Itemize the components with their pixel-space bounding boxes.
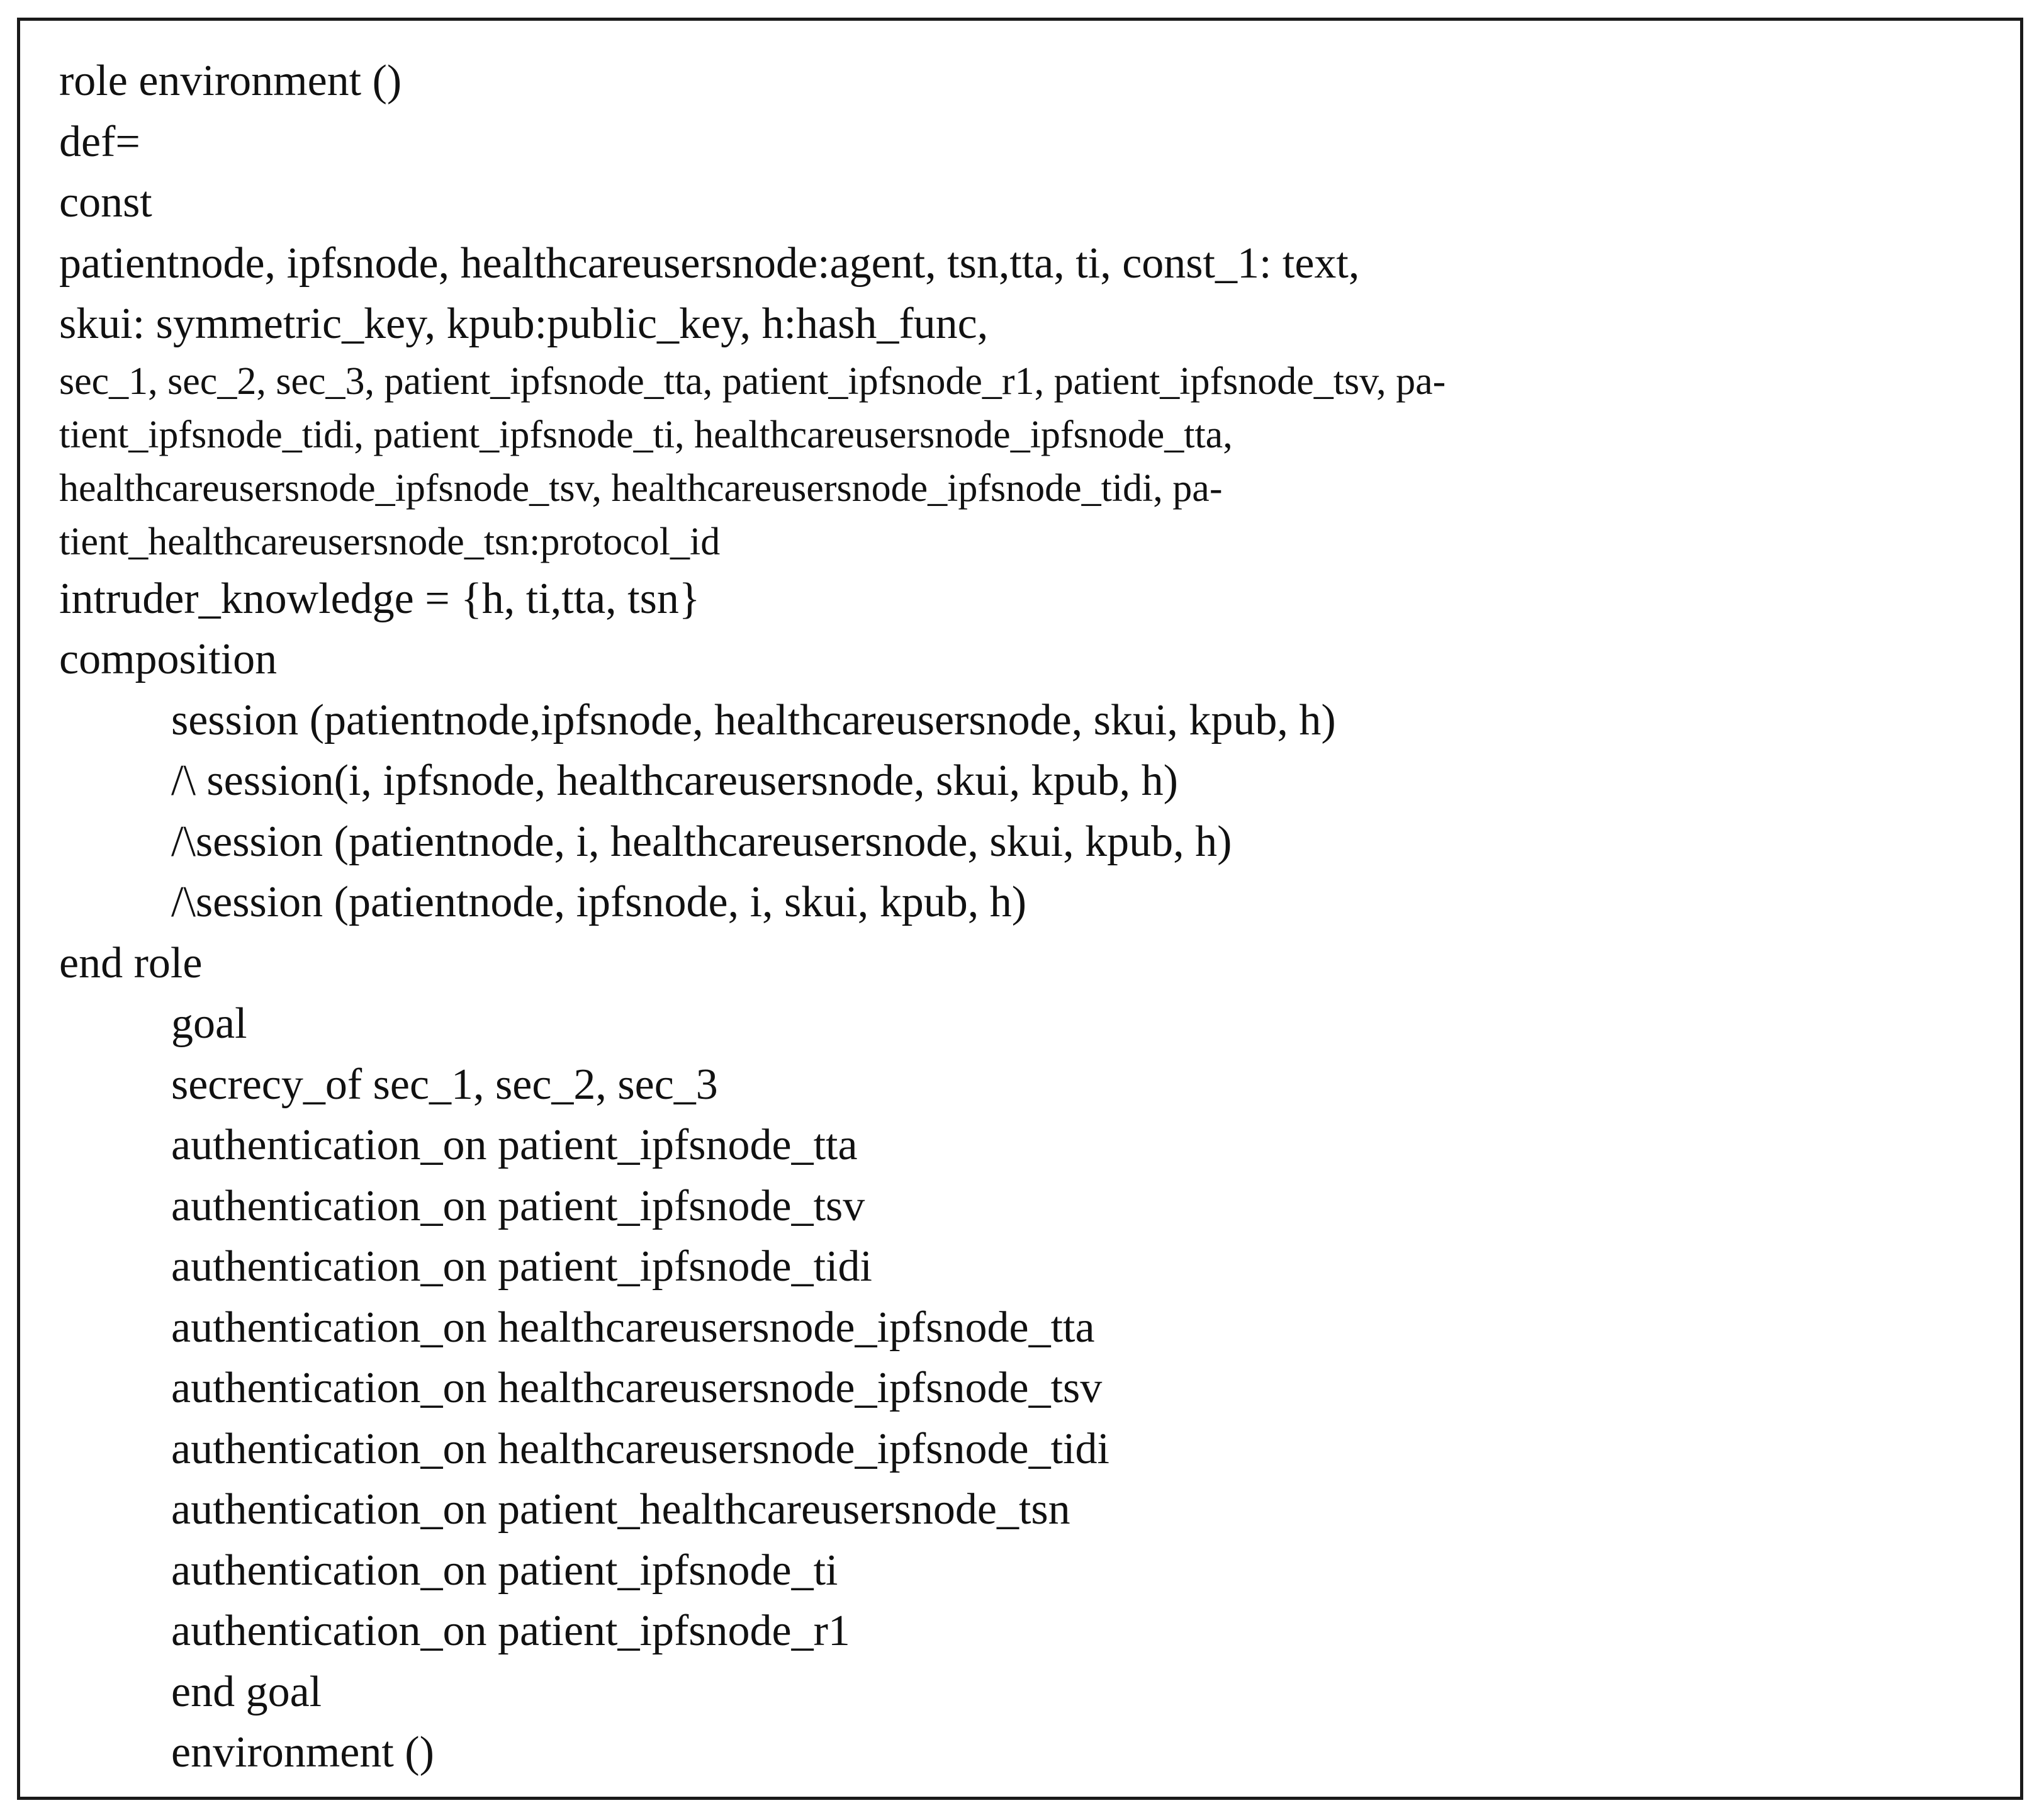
code-line-composition: composition [59,635,278,683]
code-line-role-header: role environment () [59,57,402,105]
code-listing-frame [17,18,2023,1800]
code-line-protocol-ids-1: sec_1, sec_2, sec_3, patient_ipfsnode_tta, patient_ipfsnode_r1, patient_ipfsnode_tsv, pa- [59,359,1446,403]
code-line-protocol-ids-3: healthcareusersnode_ipfsnode_tsv, healthcareusersnode_ipfsnode_tidi, pa- [59,466,1223,510]
code-line-session-1: session (patientnode,ipfsnode, healthcareusersnode, skui, kpub, h) [171,695,1336,744]
code-line-protocol-ids-4: tient_healthcareusersnode_tsn:protocol_id [59,520,721,563]
code-line-auth-8: authentication_on patient_ipfsnode_ti [171,1546,838,1595]
code-listing [59,51,1995,1783]
code-line-auth-1: authentication_on patient_ipfsnode_tta [171,1121,858,1169]
code-line-def: def= [59,117,140,166]
code-line-agent-decl: patientnode, ipfsnode, healthcareusersnode:agent, tsn,tta, ti, const_1: text, [59,239,1360,288]
code-line-auth-7: authentication_on patient_healthcareusersnode_tsn [171,1485,1070,1534]
code-line-session-3: /\session (patientnode, i, healthcareusersnode, skui, kpub, h) [171,817,1232,866]
code-line-auth-4: authentication_on healthcareusersnode_ipfsnode_tta [171,1303,1095,1352]
code-line-auth-6: authentication_on healthcareusersnode_ipfsnode_tidi [171,1424,1109,1473]
code-line-session-4: /\session (patientnode, ipfsnode, i, skui, kpub, h) [171,878,1027,926]
code-line-end-goal: end goal [171,1667,322,1716]
code-line-key-decl: skui: symmetric_key, kpub:public_key, h:hash_func, [59,300,989,348]
code-line-intruder-knowledge: intruder_knowledge = {h, ti,tta, tsn} [59,574,700,623]
code-line-auth-2: authentication_on patient_ipfsnode_tsv [171,1181,865,1230]
code-line-session-2: /\ session(i, ipfsnode, healthcareusersnode, skui, kpub, h) [171,756,1178,805]
code-line-environment-call: environment () [171,1728,434,1777]
code-line-auth-9: authentication_on patient_ipfsnode_r1 [171,1607,850,1655]
code-line-protocol-ids-2: tient_ipfsnode_tidi, patient_ipfsnode_ti, healthcareusersnode_ipfsnode_tta, [59,413,1233,456]
code-line-const: const [59,178,152,227]
code-line-end-role: end role [59,938,203,987]
code-line-secrecy: secrecy_of sec_1, sec_2, sec_3 [171,1060,718,1109]
code-line-auth-5: authentication_on healthcareusersnode_ipfsnode_tsv [171,1364,1103,1412]
code-line-goal: goal [171,999,247,1048]
code-line-auth-3: authentication_on patient_ipfsnode_tidi [171,1242,872,1291]
